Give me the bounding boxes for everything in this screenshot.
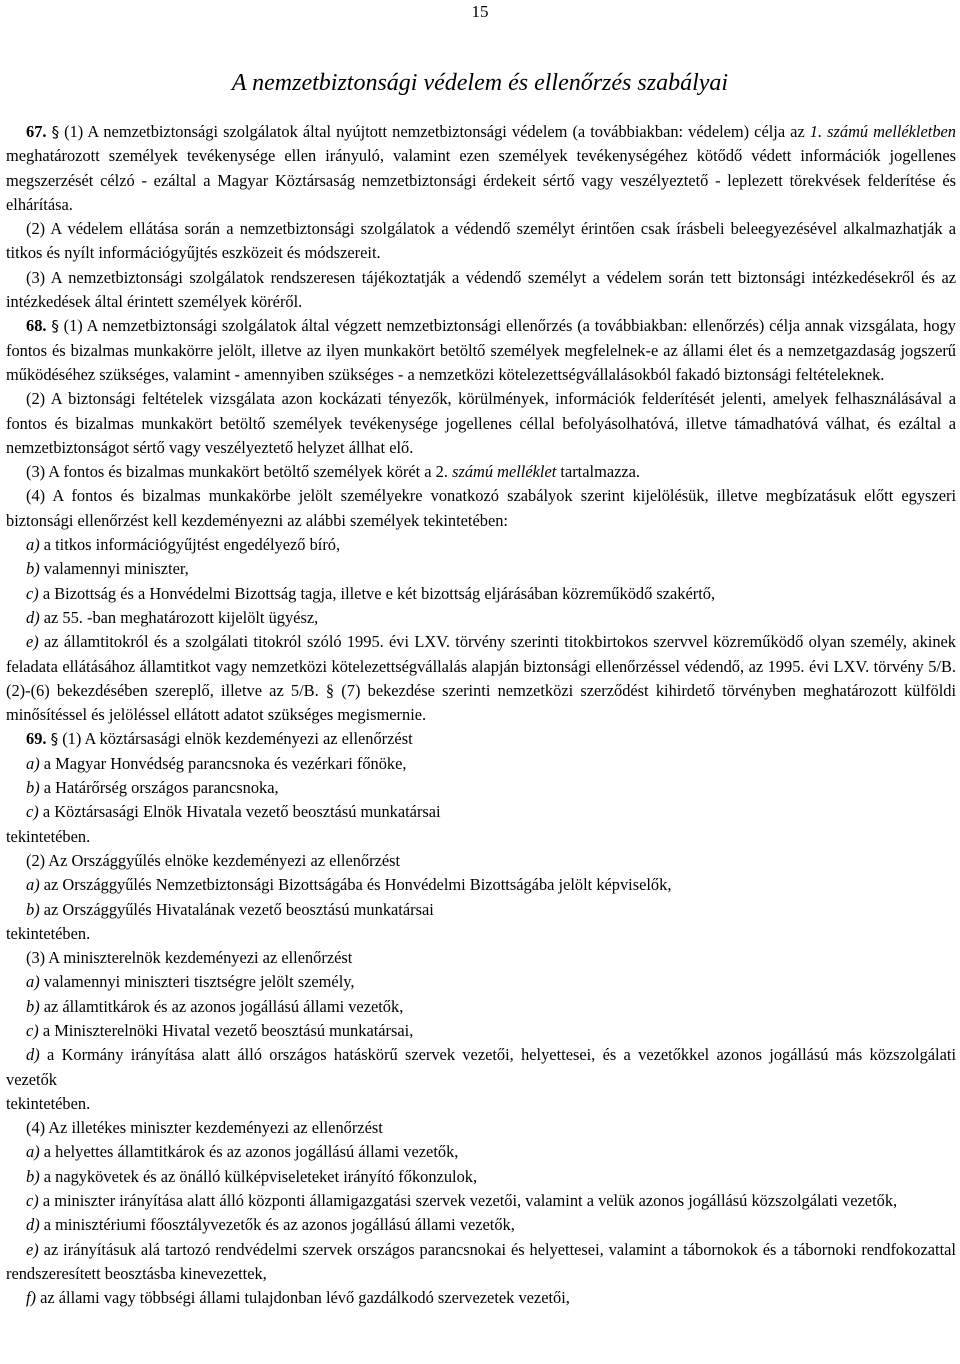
paragraph-69-4: (4) Az illetékes miniszter kezdeményezi az ellenőrzést xyxy=(26,1118,383,1138)
item-text: a Köztársasági Elnök Hivatala vezető beosztású munkatársai xyxy=(38,802,441,822)
paragraph-sign: § xyxy=(51,317,59,336)
tekinteteben: tekintetében. xyxy=(6,923,91,943)
list-item xyxy=(6,1238,956,1287)
list-item xyxy=(6,582,956,606)
paragraph-69-3: (3) A miniszterelnök kezdeményezi az ellenőrzést xyxy=(26,948,353,968)
paragraph-67-2: (2) A védelem ellátása során a nemzetbiztonsági szolgálatok a védendő személyt érintően csak írásbeli beleegyezésével alkalmazhatják a titkos és nyílt információgyűjtés eszközeit és módszereit. xyxy=(6,219,956,263)
item-text: a Bizottság és a Honvédelmi Bizottság tagja, illetve e két bizottság eljárásában közreműködő szakértő, xyxy=(38,583,716,603)
list-item xyxy=(6,1213,956,1237)
list-item xyxy=(6,1165,956,1189)
list-item xyxy=(6,1043,956,1092)
item-letter: a) xyxy=(26,1142,40,1162)
item-letter: b) xyxy=(26,996,40,1016)
item-text: a Magyar Honvédség parancsnoka és vezérkari főnöke, xyxy=(39,753,407,773)
italic-ref: 1. számú mellékletben xyxy=(809,122,956,141)
item-letter: e) xyxy=(26,1239,39,1259)
list-item xyxy=(6,1019,956,1043)
section-title: A nemzetbiztonsági védelem és ellenőrzés szabályai xyxy=(231,70,729,96)
tekinteteben: tekintetében. xyxy=(6,826,91,846)
item-letter: c) xyxy=(26,583,39,603)
list-item xyxy=(6,1286,956,1310)
list-item xyxy=(6,1140,956,1164)
item-letter: d) xyxy=(26,607,40,627)
italic-ref: számú melléklet xyxy=(452,462,557,482)
item-letter: b) xyxy=(26,778,40,798)
paragraph-68-3 xyxy=(6,460,956,484)
list-69-4 xyxy=(6,1140,956,1310)
item-text: az Országgyűlés Nemzetbiztonsági Bizottságába és Honvédelmi Bizottságába jelölt képviselők, xyxy=(39,875,672,895)
item-letter: b) xyxy=(26,1166,40,1186)
item-text: az állami vagy többségi állami tulajdonban lévő gazdálkodó szervezetek vezetői, xyxy=(36,1288,570,1308)
section-number: 67. xyxy=(26,122,47,141)
item-text: a Miniszterelnöki Hivatal vezető beosztású munkatársai, xyxy=(38,1020,414,1040)
text: (1) A nemzetbiztonsági szolgálatok által nyújtott nemzetbiztonsági védelem (a továbbiakban: védelem) célja az xyxy=(59,122,810,141)
list-item xyxy=(6,533,956,557)
list-item xyxy=(6,752,956,776)
item-letter: a) xyxy=(26,753,40,773)
item-text: a minisztériumi főosztályvezetők és az azonos jogállású állami vezetők, xyxy=(39,1215,515,1235)
section-number: 69. xyxy=(26,729,47,749)
list-item xyxy=(6,898,956,922)
list-item xyxy=(6,557,956,581)
item-text: a nagykövetek és az önálló külképviseleteket irányító főkonzulok, xyxy=(39,1166,478,1186)
tekinteteben: tekintetében. xyxy=(6,1093,91,1113)
paragraph-sign: § xyxy=(50,730,59,749)
text: (3) A fontos és bizalmas munkakört betöltő személyek körét a 2. xyxy=(26,462,453,482)
item-text: a Kormány irányítása alatt álló országos hatáskörű szervek vezetői, helyettesei, és a vezetőkkel azonos jogállású más közszolgálati vezetők xyxy=(6,1045,956,1089)
page-number: 15 xyxy=(471,2,489,21)
item-letter: a) xyxy=(26,972,40,992)
item-text: valamennyi miniszter, xyxy=(39,559,189,579)
item-letter: a) xyxy=(26,875,40,895)
item-text: az 55. -ban meghatározott kijelölt ügyész, xyxy=(39,607,319,627)
item-letter: a) xyxy=(26,535,40,555)
list-item xyxy=(6,995,956,1019)
item-text: a Határőrség országos parancsnoka, xyxy=(39,778,279,798)
paragraph-69-2: (2) Az Országgyűlés elnöke kezdeményezi az ellenőrzést xyxy=(26,850,401,870)
list-item xyxy=(6,606,956,630)
item-text: a helyettes államtitkárok és az azonos jogállású állami vezetők, xyxy=(39,1142,459,1162)
item-text: az államtitkárok és az azonos jogállású állami vezetők, xyxy=(39,996,404,1016)
list-item xyxy=(6,800,956,824)
paragraph-68-1 xyxy=(6,314,956,387)
document-body xyxy=(6,120,956,1311)
list-item xyxy=(6,970,956,994)
item-letter: e) xyxy=(26,632,39,652)
item-text: a titkos információgyűjtést engedélyező bíró, xyxy=(39,535,341,555)
item-text: valamennyi miniszteri tisztségre jelölt személy, xyxy=(39,972,355,992)
paragraph-67-3: (3) A nemzetbiztonsági szolgálatok rendszeresen tájékoztatják a védendő személyt a védelem során tett biztonsági intézkedésekről és az intézkedések által érintett személyek köréről. xyxy=(6,267,956,312)
paragraph-68-4: (4) A fontos és bizalmas munkakörbe jelölt személyekre vonatkozó szabályok szerint kijelölésük, illetve megbízatásuk előtt egyszeri biztonsági ellenőrzést kell kezdeményezni az alábbi személyek tekintetében: xyxy=(6,486,956,530)
item-letter: b) xyxy=(26,899,40,919)
list-69-1 xyxy=(6,752,956,825)
item-text: a miniszter irányítása alatt álló központi államigazgatási szervek vezetői, valamint a velük azonos jogállású közszolgálati vezetők, xyxy=(38,1191,898,1211)
text: tartalmazza. xyxy=(556,462,641,482)
list-item xyxy=(6,873,956,897)
paragraph-68-2: (2) A biztonsági feltételek vizsgálata azon kockázati tényezők, körülmények, információk felderítését jelenti, amelyek felhasználásával a fontos és bizalmas munkakört betöltő személyek tevékenysége jogellenes céllal befolyásolhatóvá, illetve támadhatóvá válhat, és ezáltal a nemzetbiztonságot sértő vagy veszélyeztető helyzet állhat elő. xyxy=(6,389,956,457)
item-letter: c) xyxy=(26,1020,39,1040)
list-68 xyxy=(6,533,956,727)
paragraph-sign: § xyxy=(51,123,60,141)
item-letter: c) xyxy=(26,802,39,822)
paragraph-69-1 xyxy=(6,727,956,751)
item-letter: c) xyxy=(26,1191,39,1211)
item-letter: d) xyxy=(26,1045,40,1065)
text: (1) A köztársasági elnök kezdeményezi az ellenőrzést xyxy=(58,729,413,749)
item-letter: d) xyxy=(26,1215,40,1235)
item-letter: b) xyxy=(26,559,40,579)
item-text: az államtitokról és a szolgálati titokról szóló 1995. évi LXV. törvény szerinti titokbirtokos szervvel közreműködő olyan személy, akinek feladata ellátásához államtitkot vagy nemzetközi kötelezettségvállalás alapján biztonsági ellenőrzéssel védendő, az 1995. évi LXV. törvény 5/B. (2)-(6) bekezdésében szereplő, illetve az 5/B. § (7) bekezdése szerinti nemzetközi szerződést kihirdető törvényben meghatározott külföldi minősítéssel és jelöléssel ellátott adatot szükséges megismernie. xyxy=(6,632,956,725)
list-69-2 xyxy=(6,873,956,922)
item-letter: f) xyxy=(26,1288,37,1308)
item-text: az irányításuk alá tartozó rendvédelmi szervek országos parancsnokai és helyettesei, valamint a tábornokok és a tábornoki rendfokozattal rendszeresített beosztásba kinevezettek, xyxy=(6,1239,956,1283)
text: (1) A nemzetbiztonsági szolgálatok által végzett nemzetbiztonsági ellenőrzés (a továbbiakban: ellenőrzés) célja annak vizsgálata, hogy fontos és bizalmas munkakörre jelölt, illetve az ilyen munkakört betöltő személyek megfelelnek-e az állami élet és a nemzetgazdaság jogszerű működéséhez szükséges, valamint - amennyiben szükséges - a nemzetközi kötelezettségvállalásokból fakadó biztonsági feltételeknek. xyxy=(6,316,956,384)
paragraph-67-1 xyxy=(6,120,956,217)
text: meghatározott személyek tevékenysége ellen irányuló, valamint ezen személyek tevékenységéhez kötődő védett információk jogellenes megszerzését célzó - ezáltal a Magyar Köztársaság nemzetbiztonsági érdekeit sértő vagy veszélyeztető - leplezett törekvések felderítése és elhárítása. xyxy=(6,146,956,214)
section-number: 68. xyxy=(26,316,47,336)
list-item xyxy=(6,630,956,727)
list-item xyxy=(6,776,956,800)
item-text: az Országgyűlés Hivatalának vezető beosztású munkatársai xyxy=(39,899,434,919)
list-69-3 xyxy=(6,970,956,1091)
list-item xyxy=(6,1189,956,1213)
